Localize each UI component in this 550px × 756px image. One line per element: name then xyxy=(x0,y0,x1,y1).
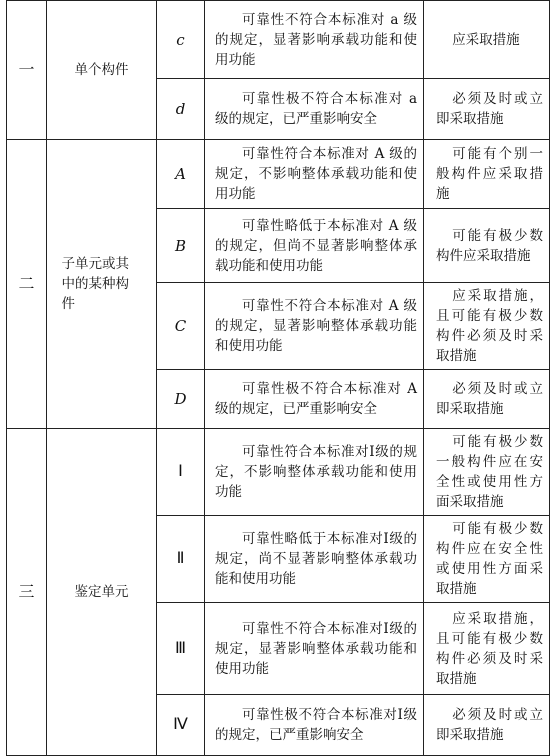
level-cell: 一 xyxy=(7,1,47,140)
action-cell: 必须及时或立即采取措施 xyxy=(424,370,550,429)
object-cell xyxy=(47,1,157,140)
grade-cell: D xyxy=(157,370,205,429)
action-cell: 可能有极少数构件应在安全性或使用性方面采取措施 xyxy=(424,516,550,603)
description-cell: 可靠性极不符合本标准对 a 级的规定，已严重影响安全 xyxy=(205,79,424,140)
table-row xyxy=(7,140,550,209)
grade-cell: C xyxy=(157,283,205,370)
description-cell: 可靠性符合本标准对 A 级的规定，不影响整体承载功能和使用功能 xyxy=(205,140,424,209)
grade-cell: c xyxy=(157,1,205,79)
grade-cell: A xyxy=(157,140,205,209)
grade-cell: B xyxy=(157,209,205,283)
action-cell: 可能有极少数构件应采取措施 xyxy=(424,209,550,283)
reliability-grade-table xyxy=(6,0,550,756)
description-cell: 可靠性不符合本标准对Ⅰ级的规定，显著影响整体承载功能和使用功能 xyxy=(205,603,424,695)
action-cell: 必须及时或立即采取措施 xyxy=(424,79,550,140)
description-cell: 可靠性略低于本标准对 A 级的规定，但尚不显著影响整体承载功能和使用功能 xyxy=(205,209,424,283)
description-cell: 可靠性符合本标准对Ⅰ级的规定，不影响整体承载功能和使用功能 xyxy=(205,429,424,516)
object-cell xyxy=(47,429,157,756)
object-label: 子单元或其中的某种构件 xyxy=(61,256,129,312)
grade-cell: Ⅳ xyxy=(157,695,205,756)
table-row xyxy=(7,429,550,516)
description-cell: 可靠性极不符合本标准对 A 级的规定，已严重影响安全 xyxy=(205,370,424,429)
grade-cell: d xyxy=(157,79,205,140)
level-cell: 三 xyxy=(7,429,47,756)
action-cell: 可能有个别一般构件应采取措施 xyxy=(424,140,550,209)
action-cell: 可能有极少数一般构件应在安全性或使用性方面采取措施 xyxy=(424,429,550,516)
object-label: 鉴定单元 xyxy=(74,584,129,600)
grade-cell: Ⅲ xyxy=(157,603,205,695)
action-cell: 应采取措施，且可能有极少数构件必须及时采取措施 xyxy=(424,603,550,695)
description-cell: 可靠性不符合本标准对 a 级的规定，显著影响承载功能和使用功能 xyxy=(205,1,424,79)
level-cell: 二 xyxy=(7,140,47,429)
description-cell: 可靠性极不符合本标准对Ⅰ级的规定，已严重影响安全 xyxy=(205,695,424,756)
table-row xyxy=(7,1,550,79)
action-cell: 必须及时或立即采取措施 xyxy=(424,695,550,756)
grade-cell: Ⅱ xyxy=(157,516,205,603)
object-cell xyxy=(47,140,157,429)
description-cell: 可靠性不符合本标准对 A 级的规定，显著影响整体承载功能和使用功能 xyxy=(205,283,424,370)
action-cell: 应采取措施 xyxy=(424,1,550,79)
object-label: 单个构件 xyxy=(74,62,129,78)
description-cell: 可靠性略低于本标准对Ⅰ级的规定，尚不显著影响整体承载功能和使用功能 xyxy=(205,516,424,603)
grade-cell: Ⅰ xyxy=(157,429,205,516)
action-cell: 应采取措施，且可能有极少数构件必须及时采取措施 xyxy=(424,283,550,370)
